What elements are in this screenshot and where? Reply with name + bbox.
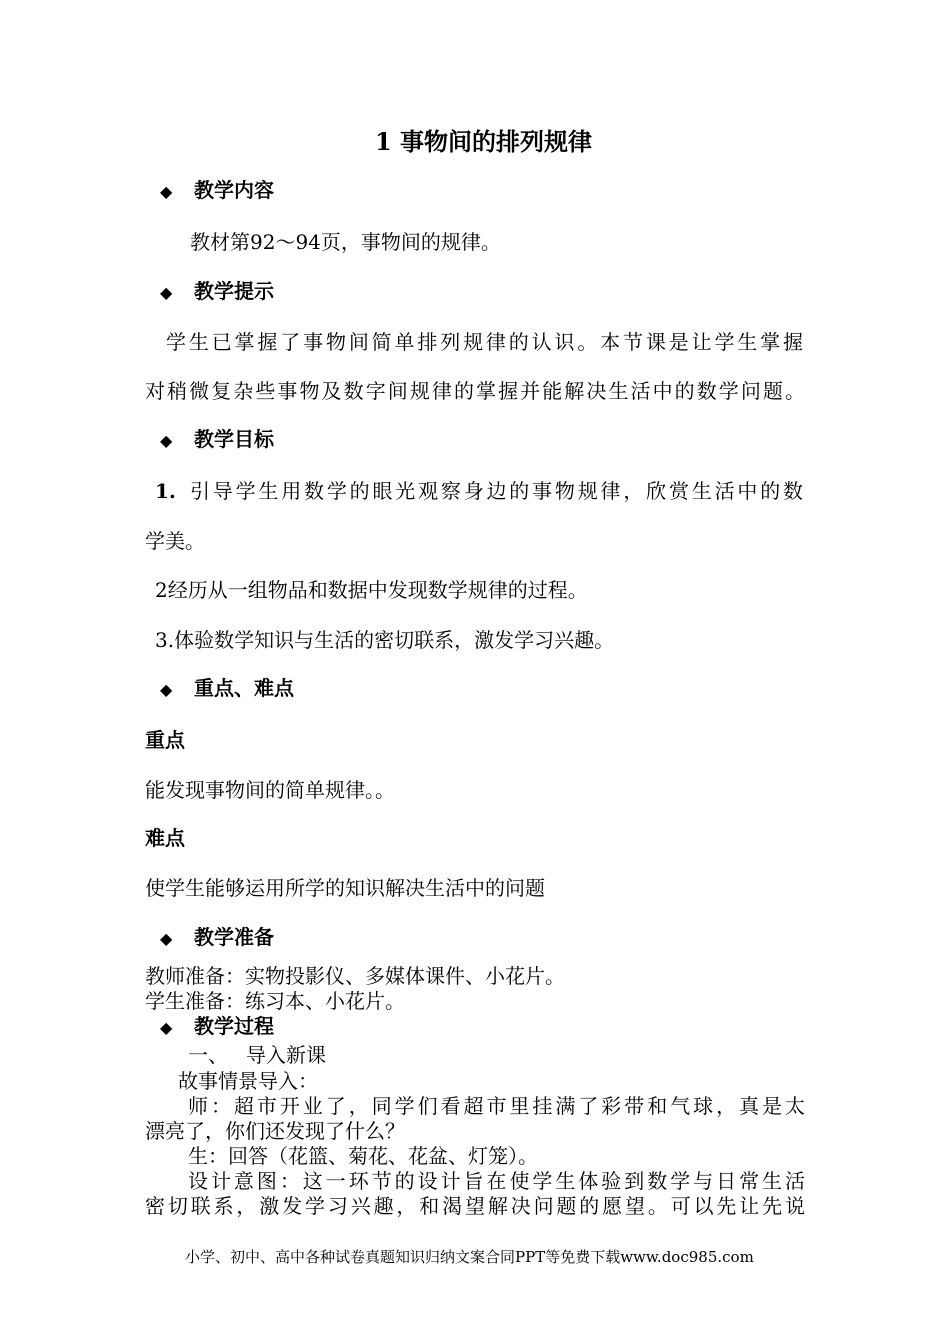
- section-heading-label: 教学准备: [194, 925, 274, 949]
- section-heading-process: [160, 1013, 274, 1041]
- goal-1-number: 1.: [155, 479, 176, 503]
- process-step-1-title: 导入新课: [246, 1043, 326, 1067]
- tips-line-1: 学生已掌握了事物间简单排列规律的认识。本节课是让学生掌握: [166, 330, 803, 354]
- teacher-dialogue-line-2: 漂亮了，你们还发现了什么？: [145, 1119, 405, 1143]
- design-intent-line-2: 密切联系，激发学习兴趣，和渴望解决问题的愿望。可以先让先说: [145, 1194, 805, 1218]
- key-point-text: 能发现事物间的简单规律。。: [145, 778, 395, 802]
- teacher-dialogue-line-1: 师：超市开业了，同学们看超市里挂满了彩带和气球，真是太: [188, 1094, 805, 1118]
- difficult-point-label: 难点: [145, 826, 185, 850]
- section-heading-label: 教学目标: [194, 427, 274, 451]
- goal-2: 2经历从一组物品和数据中发现数学规律的过程。: [155, 578, 588, 602]
- section-heading-goals: [160, 426, 274, 454]
- section-heading-preparation: [160, 924, 274, 952]
- diamond-bullet-icon: ◆: [160, 1018, 173, 1037]
- student-answer: 生：回答（花篮、菊花、花盆、灯笼）。: [188, 1144, 538, 1168]
- key-point-label: 重点: [145, 728, 185, 752]
- section-heading-label: 教学提示: [194, 279, 274, 303]
- diamond-bullet-icon: ◆: [160, 182, 173, 201]
- design-intent-line-1: 设计意图：这一环节的设计旨在使学生体验到数学与日常生活: [188, 1169, 805, 1193]
- content-text: 教材第92～94页，事物间的规律。: [190, 230, 501, 254]
- section-heading-label: 教学过程: [194, 1014, 274, 1038]
- section-heading-label: 重点、难点: [194, 676, 294, 700]
- section-heading-tips: [160, 278, 274, 306]
- process-intro: 故事情景导入：: [178, 1069, 318, 1093]
- teacher-preparation: 教师准备：实物投影仪、多媒体课件、小花片。: [145, 964, 565, 988]
- page-title: 1 事物间的排列规律: [375, 127, 593, 156]
- page-footer: 小学、初中、高中各种试卷真题知识归纳文案合同PPT等免费下载www.doc985.com: [185, 1248, 754, 1266]
- diamond-bullet-icon: ◆: [160, 680, 173, 699]
- process-step-1-number: 一、: [188, 1043, 228, 1067]
- student-preparation: 学生准备：练习本、小花片。: [145, 989, 405, 1013]
- tips-line-2: 对稍微复杂些事物及数字间规律的掌握并能解决生活中的数学问题。: [145, 379, 805, 403]
- section-heading-content: [160, 177, 274, 205]
- diamond-bullet-icon: ◆: [160, 929, 173, 948]
- goal-1-line-1: 引导学生用数学的眼光观察身边的事物规律，欣赏生活中的数: [190, 479, 803, 503]
- diamond-bullet-icon: ◆: [160, 283, 173, 302]
- diamond-bullet-icon: ◆: [160, 431, 173, 450]
- difficult-point-text: 使学生能够运用所学的知识解决生活中的问题: [145, 876, 545, 900]
- goal-3: 3.体验数学知识与生活的密切联系，激发学习兴趣。: [155, 628, 615, 652]
- goal-1-line-2: 学美。: [145, 529, 205, 553]
- section-heading-label: 教学内容: [194, 178, 274, 202]
- section-heading-key-points: [160, 675, 294, 703]
